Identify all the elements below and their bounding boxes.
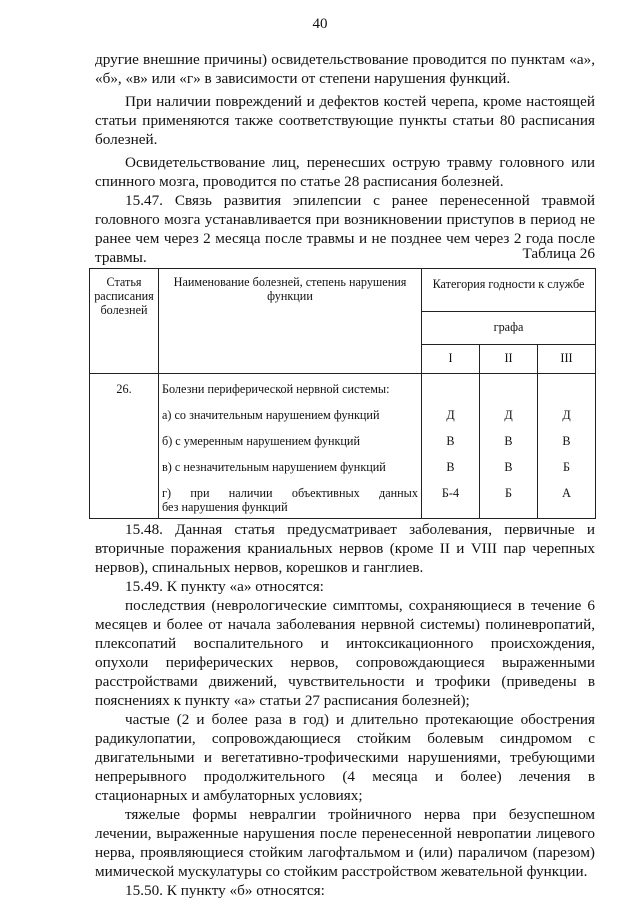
paragraph: другие внешние причины) освидетельствование проводится по пунктам «а», «б», «в» или «г» в зависимости от степени нарушения функций.	[95, 51, 595, 87]
grade-col-1: Д В В Б-4	[422, 374, 480, 519]
header-col-3: III	[538, 345, 596, 374]
header-col-2: II	[480, 345, 538, 374]
page-number: 40	[312, 16, 328, 32]
grade-col-2: Д В В Б	[480, 374, 538, 519]
text-block-bottom	[95, 520, 595, 900]
paragraph: последствия (неврологические симптомы, сохраняющиеся в течение 6 месяцев и более от начала заболевания нервной системы) полиневропатий, плексопатий воспалительного и интоксикационного происхождения, опухоли периферических нервов, сопровождающиеся выраженными расстройствами движений, чувствительности и трофики (приведены в пояснениях к пункту «а» статьи 27 расписания болезней);	[95, 597, 595, 709]
disease-descriptions	[159, 374, 422, 519]
paragraph-15-49: 15.49. К пункту «а» относятся:	[125, 578, 324, 595]
item-g: г) при наличии объективных данных без нарушения функций	[162, 486, 418, 514]
header-disease-name: Наименование болезней, степень нарушения функции	[159, 269, 422, 374]
row-title: Болезни периферической нервной системы:	[162, 382, 390, 396]
paragraph-15-48: 15.48. Данная статья предусматривает заболевания, первичные и вторичные поражения краниальных нервов (кроме II и VIII пар черепных нервов), спинальных нервов, корешков и ганглиев.	[95, 521, 595, 576]
paragraph-15-50: 15.50. К пункту «б» относятся:	[125, 882, 325, 899]
paragraph: частые (2 и более раза в год) и длительно протекающие обострения радикулопатии, сопровождающиеся стойким болевым синдромом с двигательными и вегетативно-трофическими нарушениями, требующими непрерывного продолжительного (4 месяца и более) лечения в стационарных и амбулаторных условиях;	[95, 711, 595, 804]
item-b: б) с умеренным нарушением функций	[162, 434, 360, 448]
paragraph: Освидетельствование лиц, перенесших острую травму головного или спинного мозга, проводится по статье 28 расписания болезней.	[95, 154, 595, 190]
header-col-1: I	[422, 345, 480, 374]
grade-col-3: Д В Б А	[538, 374, 596, 519]
text-block-top	[95, 50, 595, 267]
table-caption: Таблица 26	[522, 245, 595, 262]
item-v: в) с незначительным нарушением функций	[162, 460, 386, 474]
paragraph-15-47: 15.47. Связь развития эпилепсии с ранее перенесенной травмой головного мозга устанавливается при возникновении приступов в период не ранее чем через 2 месяца после травмы и не позднее чем через 2 года после травмы.	[95, 192, 595, 266]
header-article: Статья расписания болезней	[90, 269, 159, 374]
header-category: Категория годности к службе	[422, 269, 596, 312]
header-grafa: графа	[422, 312, 596, 345]
paragraph: тяжелые формы невралгии тройничного нерва при безуспешном лечении, выраженные нарушения после перенесенной невропатии лицевого нерва, проявляющиеся стойким лагофтальмом и (или) параличом (парезом) мимической мускулатуры со стойким расстройством жевательной функции.	[95, 806, 595, 880]
item-a: а) со значительным нарушением функций	[162, 408, 380, 422]
article-number: 26.	[90, 374, 159, 519]
paragraph: При наличии повреждений и дефектов костей черепа, кроме настоящей статьи применяются также соответствующие пункты статьи 80 расписания болезней.	[95, 93, 595, 148]
table-26	[89, 268, 596, 519]
